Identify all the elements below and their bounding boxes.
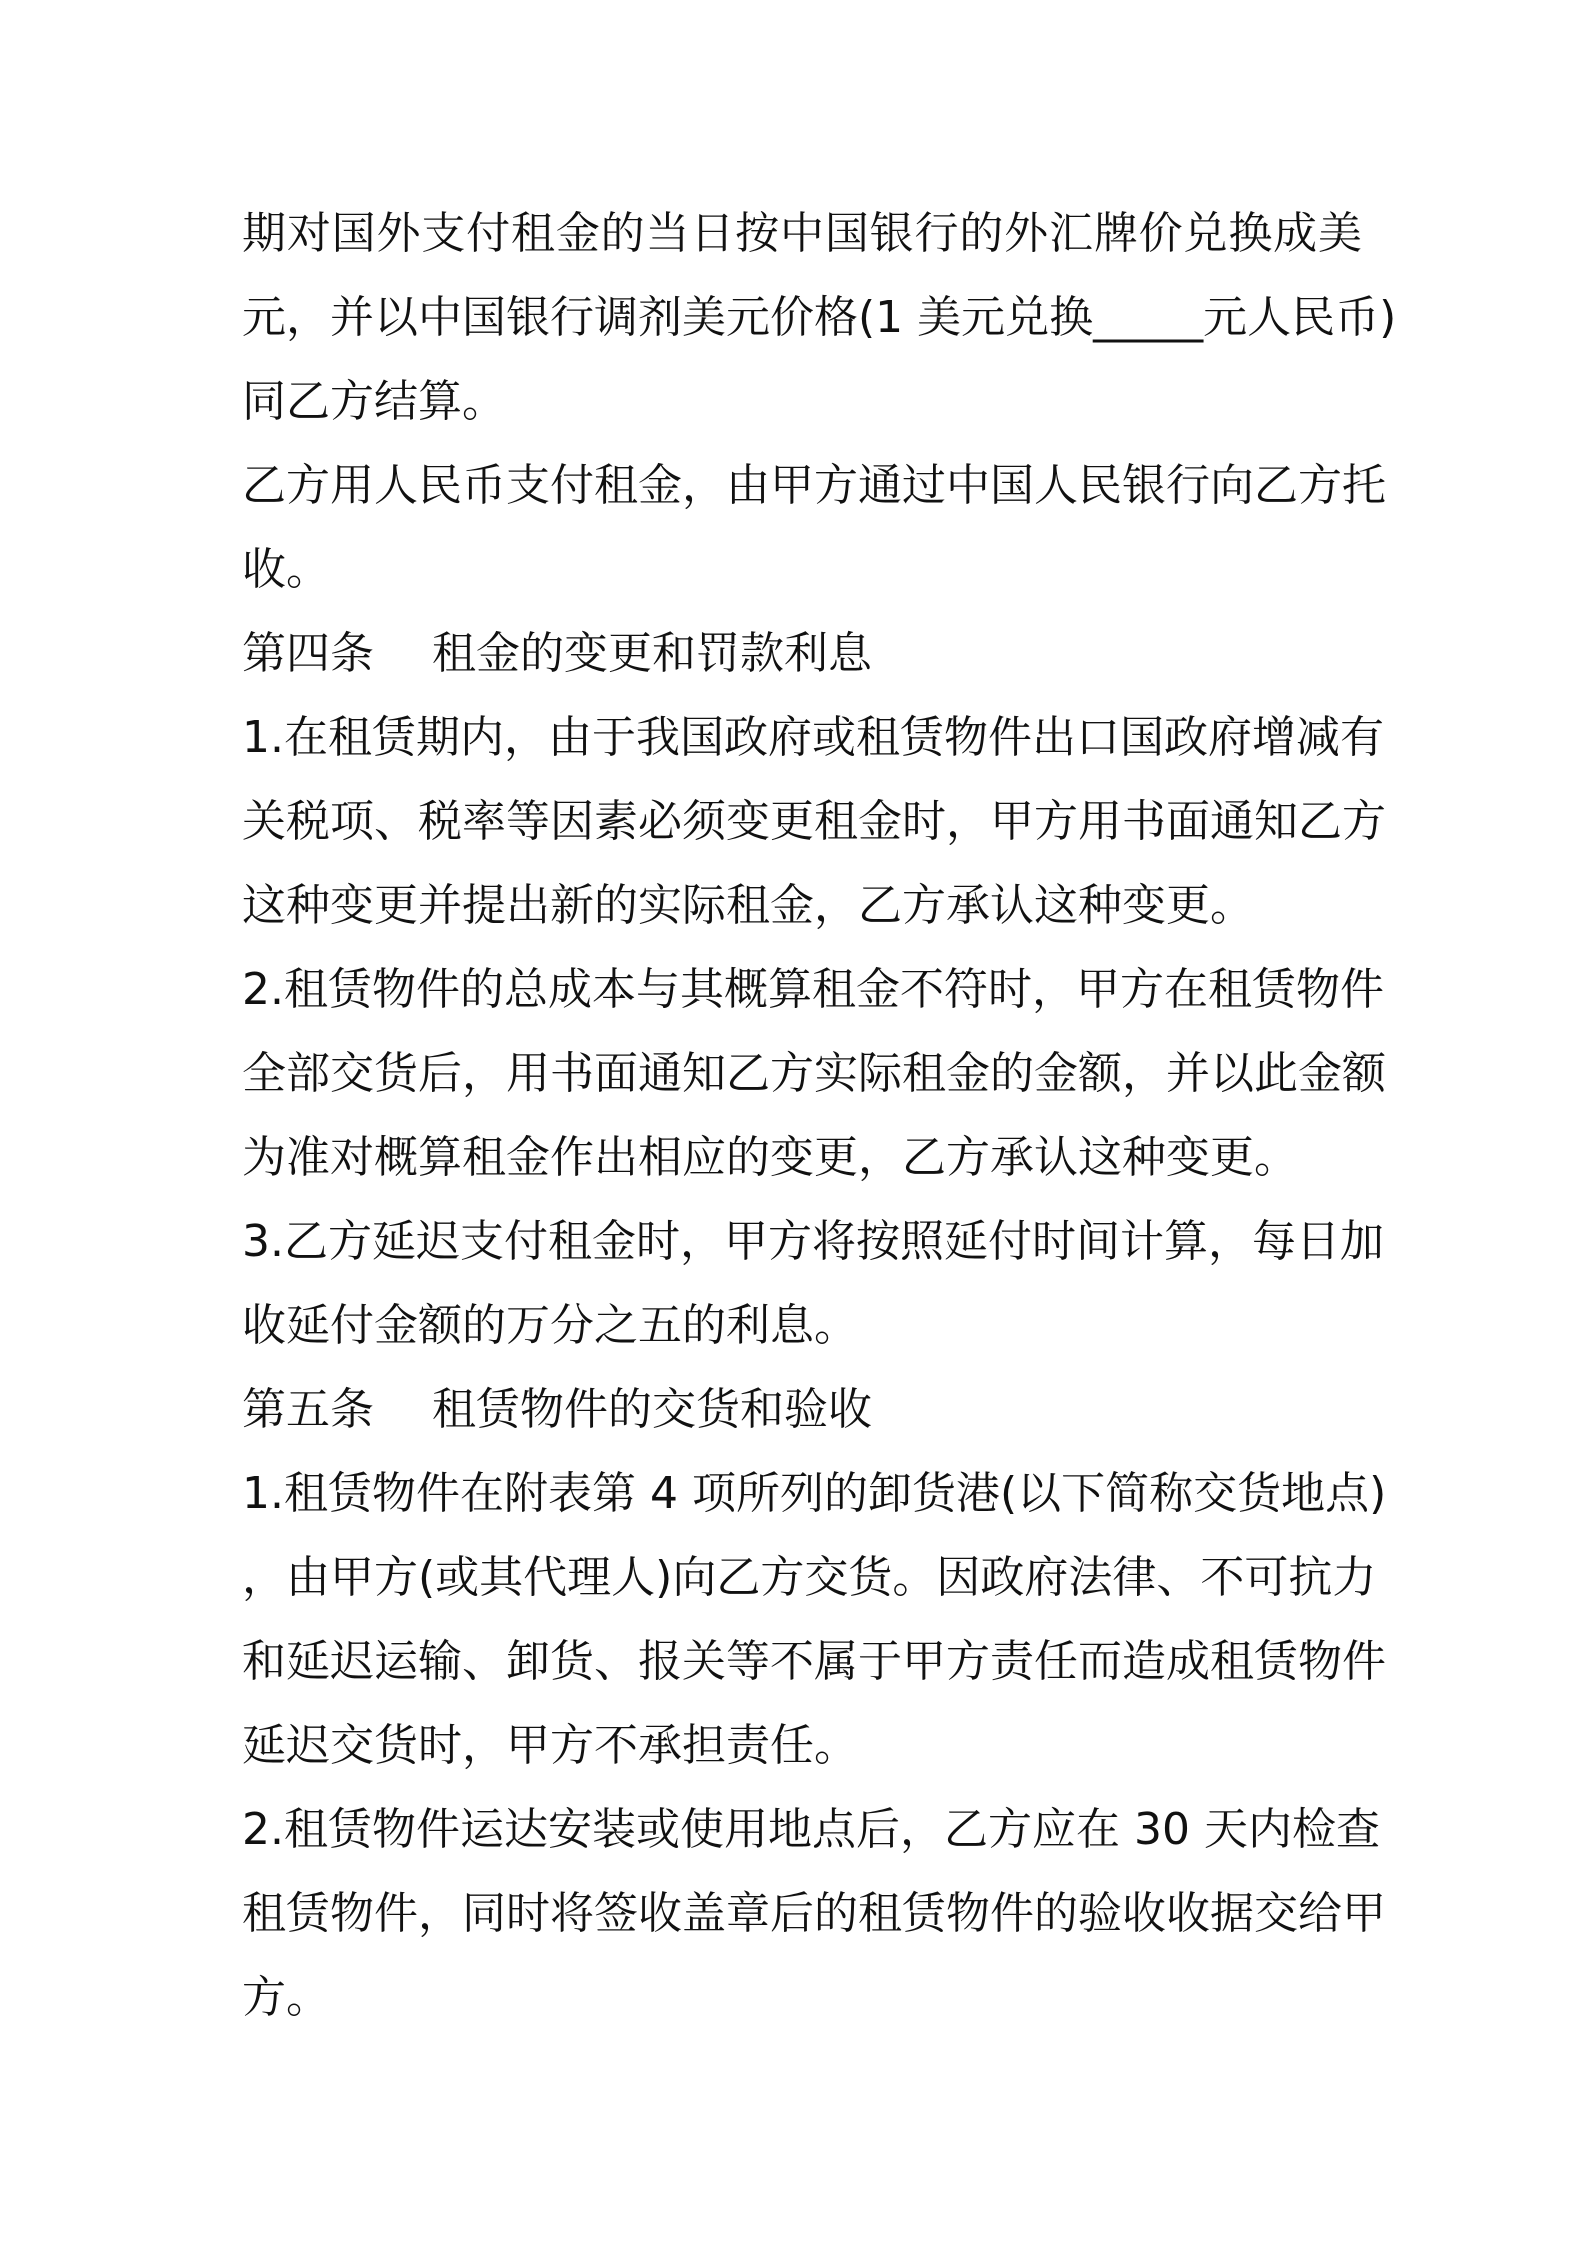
text-line: ，由甲方(或其代理人)向乙方交货。因政府法律、不可抗力 — [242, 1552, 1377, 1603]
text-line: 和延迟运输、卸货、报关等不属于甲方责任而造成租赁物件 — [242, 1636, 1386, 1687]
text-line: 全部交货后，用书面通知乙方实际租金的金额，并以此金额 — [242, 1048, 1386, 1099]
text-line: 同乙方结算。 — [242, 376, 506, 427]
document-body — [242, 192, 1397, 2040]
text-line: 期对国外支付租金的当日按中国银行的外汇牌价兑换成美 — [242, 208, 1362, 259]
text-line: 方。 — [242, 1972, 330, 2023]
text-line: 租赁物件，同时将签收盖章后的租赁物件的验收收据交给甲 — [242, 1888, 1386, 1939]
text-line: 1.在租赁期内，由于我国政府或租赁物件出口国政府增减有 — [242, 712, 1384, 763]
text-line: 关税项、税率等因素必须变更租金时，甲方用书面通知乙方 — [242, 796, 1386, 847]
text-line: 收。 — [242, 544, 330, 595]
text-line: 延迟交货时，甲方不承担责任。 — [242, 1720, 858, 1771]
text-line: 元，并以中国银行调剂美元价格(1 美元兑换_____元人民币) — [242, 292, 1397, 343]
text-line: 为准对概算租金作出相应的变更，乙方承认这种变更。 — [242, 1132, 1298, 1183]
text-line: 1.租赁物件在附表第 4 项所列的卸货港(以下简称交货地点) — [242, 1468, 1387, 1519]
text-line: 这种变更并提出新的实际租金，乙方承认这种变更。 — [242, 880, 1254, 931]
section-heading: 第五条 租赁物件的交货和验收 — [242, 1384, 872, 1435]
text-line: 2.租赁物件运达安装或使用地点后，乙方应在 30 天内检查 — [242, 1804, 1380, 1855]
text-line: 收延付金额的万分之五的利息。 — [242, 1300, 858, 1351]
text-line: 乙方用人民币支付租金，由甲方通过中国人民银行向乙方托 — [242, 460, 1386, 511]
section-heading: 第四条 租金的变更和罚款利息 — [242, 628, 872, 679]
text-line: 3.乙方延迟支付租金时，甲方将按照延付时间计算，每日加 — [242, 1216, 1384, 1267]
text-line: 2.租赁物件的总成本与其概算租金不符时，甲方在租赁物件 — [242, 964, 1384, 1015]
